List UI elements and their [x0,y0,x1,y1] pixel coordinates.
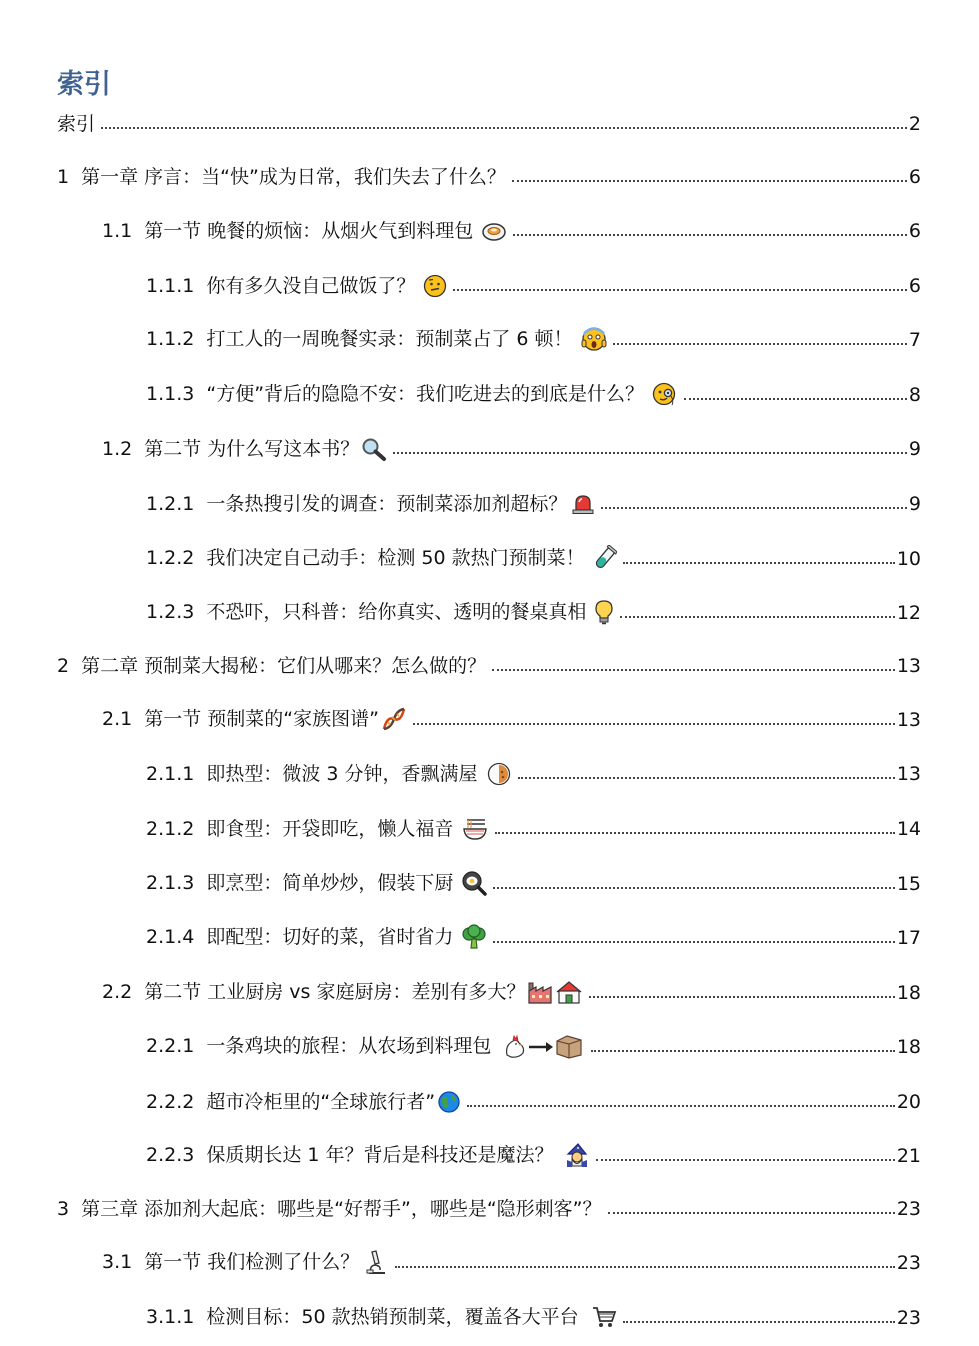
broccoli-icon [461,924,487,950]
toc-entry-page: 23 [896,1252,921,1274]
toc-entry-label [146,1033,585,1059]
toc-entry-title: 检测目标：50 款热销预制菜，覆盖各大平台 [206,1306,579,1328]
toc-entry[interactable] [146,486,921,516]
toc-entry[interactable] [146,811,921,841]
dot-leader [623,562,895,564]
dot-leader [589,996,894,998]
toc-entry-number: 2.1 [102,708,133,730]
dot-leader [596,1159,895,1161]
factory-house-icon [527,979,583,1005]
toc-entry-page: 15 [896,873,921,895]
toc-entry-title: 第一章 序言：当“快”成为日常，我们失去了什么？ [81,166,506,188]
toc-entry-page: 10 [896,548,921,570]
toc-entry-page: 9 [908,493,921,515]
toc-entry-label [146,1090,461,1114]
toc-entry-number: 3 [57,1198,70,1220]
toc-entry[interactable] [146,268,921,298]
toc-entry-label [146,762,512,786]
toc-entry-label [102,219,507,243]
toc-entry-number: 1.2.3 [146,601,195,623]
toc-entry[interactable] [57,1191,921,1221]
toc-entry[interactable] [57,648,921,678]
toc-entry-page: 20 [896,1091,921,1113]
toc-entry-page: 9 [908,438,921,460]
toc-entry-page: 18 [896,1036,921,1058]
toc-entry-page: 13 [896,655,921,677]
toc-entry-label [57,1197,602,1221]
test-tube-icon [593,545,617,571]
dot-leader [513,234,907,236]
toc-entry[interactable] [146,1300,921,1330]
toc-entry-number: 2.2.2 [146,1091,195,1113]
dot-leader [608,1212,895,1214]
toc-entry-page: 23 [896,1198,921,1220]
toc-entry-title: “方便”背后的隐隐不安：我们吃进去的到底是什么？ [206,383,645,405]
toc-entry-page: 13 [896,709,921,731]
toc-entry-number: 2.2.1 [146,1035,195,1057]
toc-entry[interactable] [146,756,921,786]
toc-entry-label [146,1142,590,1168]
toc-entry-page: 2 [908,113,921,135]
siren-icon [571,493,595,515]
toc-entry-title: 即烹型：简单炒炒，假装下厨 [206,872,454,894]
toc-entry-label [146,492,595,516]
dot-leader [495,832,894,834]
toc-entry-title: 第一节 晚餐的烦恼：从烟火气到料理包 [144,220,474,242]
toc-entry-title: 一条热搜引发的调查：预制菜添加剂超标？ [206,493,568,515]
toc-entry[interactable] [102,213,921,243]
toc-entry-title: 你有多久没自己做饭了？ [206,275,416,297]
toc-entry[interactable] [146,1084,921,1114]
dot-leader [467,1105,895,1107]
dot-leader [493,941,894,943]
dot-leader [613,343,907,345]
toc-entry-label [57,654,486,678]
toc-entry-number: 1.2.1 [146,493,195,515]
globe-icon [437,1090,461,1114]
toc-entry-title: 第二章 预制菜大揭秘：它们从哪来？怎么做的？ [81,655,487,677]
toc-entry-title: 不恐吓，只科普：给你真实、透明的餐桌真相 [206,601,587,623]
toc-entry-title: 打工人的一周晚餐实录：预制菜占了 6 顿！ [206,328,573,350]
toc-entry-label [146,326,607,352]
monocle-face-icon [652,381,678,407]
toc-entry-number: 2.2 [102,981,133,1003]
toc-entry[interactable] [146,541,921,571]
toc-entry-title: 第三章 添加剂大起底：哪些是“好帮手”，哪些是“隐形刺客”？ [81,1198,602,1220]
toc-entry-page: 23 [896,1307,921,1329]
toc-entry-number: 2.1.2 [146,818,195,840]
toc-entry-page: 8 [908,384,921,406]
toc-entry-page: 6 [908,275,921,297]
toc-entry-title: 第一节 预制菜的“家族图谱” [144,708,379,730]
toc-entry-number: 1.1.3 [146,383,195,405]
toc-entry-label [146,274,447,298]
wizard-icon [564,1142,590,1168]
microscope-icon [363,1249,389,1275]
screaming-face-icon [581,326,607,352]
dot-leader [493,887,894,889]
toc-entry-number: 2.1.3 [146,872,195,894]
toc-entry-label [146,545,617,571]
toc-entry-number: 1.1.2 [146,328,195,350]
toc-entry-title: 第二节 为什么写这本书？ [144,438,360,460]
toc-entry-title: 保质期长达 1 年？背后是科技还是魔法？ [206,1144,554,1166]
dot-leader [101,127,907,129]
toc-entry-page: 18 [896,982,921,1004]
dot-leader [413,723,895,725]
toc-entry-page: 21 [896,1145,921,1167]
dot-leader [620,616,894,618]
toc-entry[interactable] [102,975,921,1005]
toc-entry-title: 即热型：微波 3 分钟，香飘满屋 [206,763,478,785]
shopping-cart-icon [591,1304,617,1330]
toc-entry-title: 超市冷柜里的“全球旅行者” [206,1091,436,1113]
toc-entry-label [146,599,614,625]
toc-entry-number: 1.1.1 [146,275,195,297]
toc-entry-number: 2.1.1 [146,763,195,785]
toc-entry[interactable] [146,1029,921,1059]
toc-entry-title: 即食型：开袋即吃，懒人福音 [206,818,454,840]
frying-pan-icon [461,870,487,896]
toc-entry-label [102,1249,389,1275]
toc-entry-label [146,1304,617,1330]
toc-entry-label [146,924,487,950]
light-bulb-icon [594,599,614,625]
toc-entry-label [146,381,678,407]
toc-entry-number: 1 [57,166,70,188]
toc-entry-number: 1.1 [102,220,133,242]
thinking-face-icon [423,274,447,298]
toc-entry[interactable] [57,159,921,189]
toc-entry[interactable] [102,702,921,732]
toc-heading: 索引 [57,69,111,100]
dot-leader [601,507,907,509]
magnifier-icon [361,437,387,461]
bento-dish-icon [481,220,507,242]
toc-entry[interactable] [102,1245,921,1275]
toc-entry-number: 2.2.3 [146,1144,195,1166]
dot-leader [453,289,907,291]
toc-entry-page: 14 [896,818,921,840]
dot-leader [395,1266,895,1268]
toc-entry[interactable] [146,920,921,950]
toc-entry[interactable] [57,106,921,136]
toc-entry-number: 1.2.2 [146,547,195,569]
toc-entry-title: 一条鸡块的旅程：从农场到料理包 [206,1035,492,1057]
toc-entry-number: 2.1.4 [146,926,195,948]
toc-entry-page: 17 [896,927,921,949]
toc-entry-number: 3.1 [102,1251,133,1273]
toc-entry-label [102,706,407,732]
toc-entry-label [102,979,583,1005]
dot-leader [518,777,895,779]
toc-entry[interactable] [102,431,921,461]
dot-leader [393,452,907,454]
toc-entry[interactable] [146,1138,921,1168]
toc-entry[interactable] [146,322,921,352]
toc-entry-title: 即配型：切好的菜，省时省力 [206,926,454,948]
toc-entry-label [146,870,487,896]
dot-leader [591,1050,894,1052]
dot-leader [512,180,907,182]
toc-entry-title: 索引 [57,113,96,135]
toc-entry-label [146,817,489,841]
toc-entry-title: 第一节 我们检测了什么？ [144,1251,360,1273]
toc-entry-page: 13 [896,763,921,785]
toc-entry-title: 我们决定自己动手：检测 50 款热门预制菜！ [206,547,585,569]
toc-entry[interactable] [146,377,921,407]
toc-entry-number: 1.2 [102,438,133,460]
curry-bowl-icon [486,762,512,786]
toc-entry-label [102,437,387,461]
toc-entry-page: 7 [908,329,921,351]
dot-leader [684,398,907,400]
toc-entry-page: 6 [908,166,921,188]
dot-leader [492,669,895,671]
toc-entry[interactable] [146,595,921,625]
toc-entry-label [57,112,95,136]
toc-entry-title: 第二节 工业厨房 vs 家庭厨房：差别有多大？ [144,981,526,1003]
toc-entry-page: 12 [896,602,921,624]
chicken-arrow-box-icon [503,1033,585,1059]
toc-entry-page: 6 [908,220,921,242]
toc-entry-number: 3.1.1 [146,1306,195,1328]
dot-leader [623,1321,895,1323]
dna-icon [381,706,407,732]
toc-entry-label [57,165,506,189]
toc-entry[interactable] [146,866,921,896]
toc-entry-number: 2 [57,655,70,677]
noodle-bowl-icon [461,817,489,841]
